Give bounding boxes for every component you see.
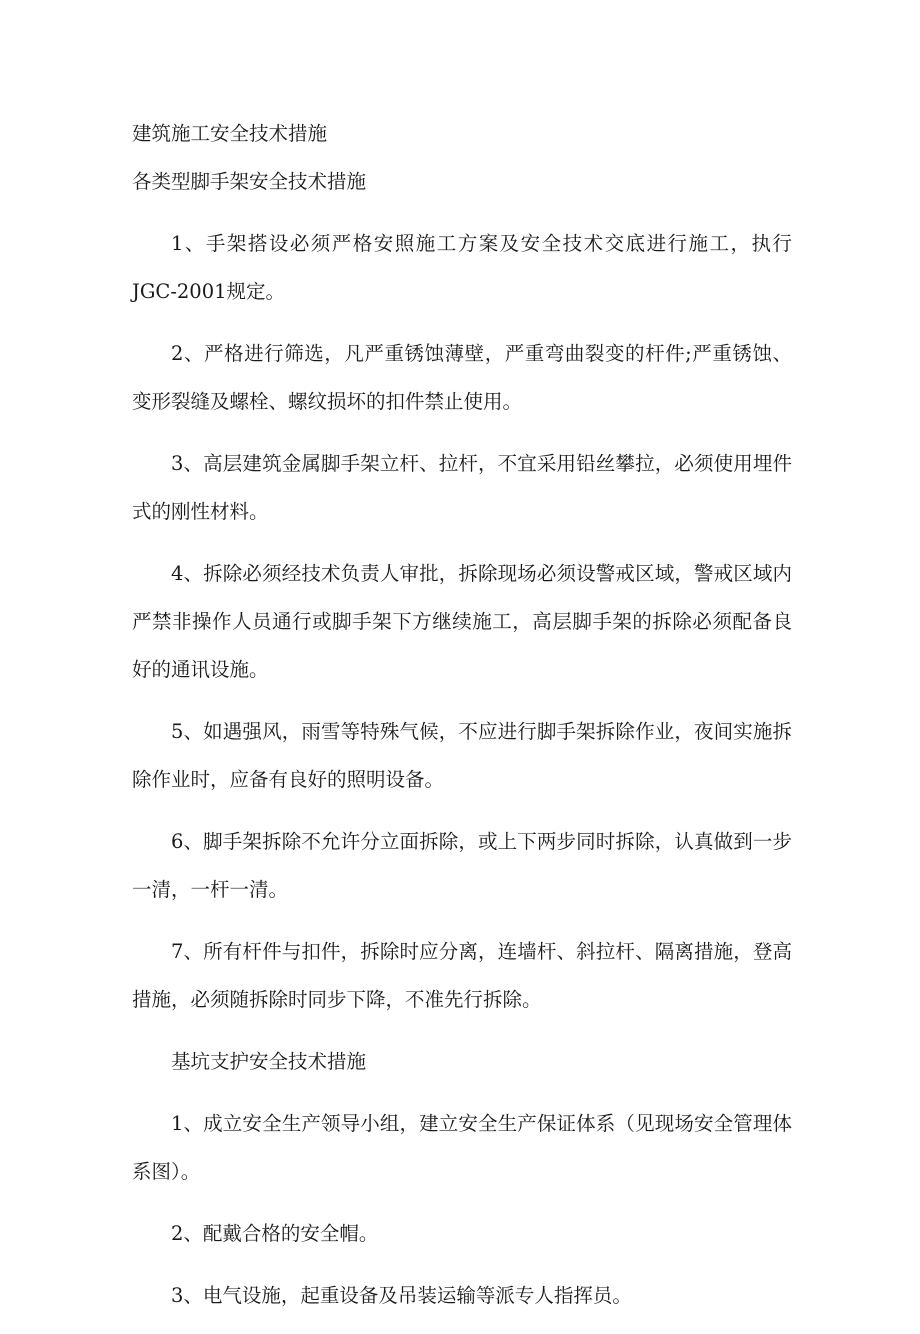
document-title: 建筑施工安全技术措施 [132,122,328,145]
paragraph: 2、配戴合格的安全帽。 [171,1222,379,1245]
paragraph: 5、如遇强风，雨雪等特殊气候，不应进行脚手架拆除作业，夜间实施拆除作业时，应备有良好的照明设备。 [132,720,792,791]
paragraph: 1、成立安全生产领导小组，建立安全生产保证体系（见现场安全管理体系图）。 [132,1112,792,1183]
paragraph: 6、脚手架拆除不允许分立面拆除，或上下两步同时拆除，认真做到一步一清，一杆一清。 [132,830,792,901]
paragraph: 3、电气设施，起重设备及吊装运输等派专人指挥员。 [171,1284,632,1307]
paragraph: 3、高层建筑金属脚手架立杆、拉杆，不宜采用铅丝攀拉，必须使用埋件式的刚性材料。 [132,452,792,523]
paragraph: 4、拆除必须经技术负责人审批，拆除现场必须设警戒区域，警戒区域内严禁非操作人员通行或脚手架下方继续施工，高层脚手架的拆除必须配备良好的通讯设施。 [132,562,792,681]
section-heading-foundation-pit: 基坑支护安全技术措施 [171,1050,367,1073]
paragraph: 1、手架搭设必须严格安照施工方案及安全技术交底进行施工，执行JGC-2001规定。 [132,232,792,303]
document-body [132,110,792,1334]
paragraph: 7、所有杆件与扣件，拆除时应分离，连墙杆、斜拉杆、隔离措施，登高措施，必须随拆除时同步下降，不准先行拆除。 [132,940,792,1011]
paragraph: 2、严格进行筛选，凡严重锈蚀薄壁，严重弯曲裂变的杆件;严重锈蚀、变形裂缝及螺栓、螺纹损坏的扣件禁止使用。 [132,342,792,413]
section-heading-scaffold: 各类型脚手架安全技术措施 [132,170,367,193]
